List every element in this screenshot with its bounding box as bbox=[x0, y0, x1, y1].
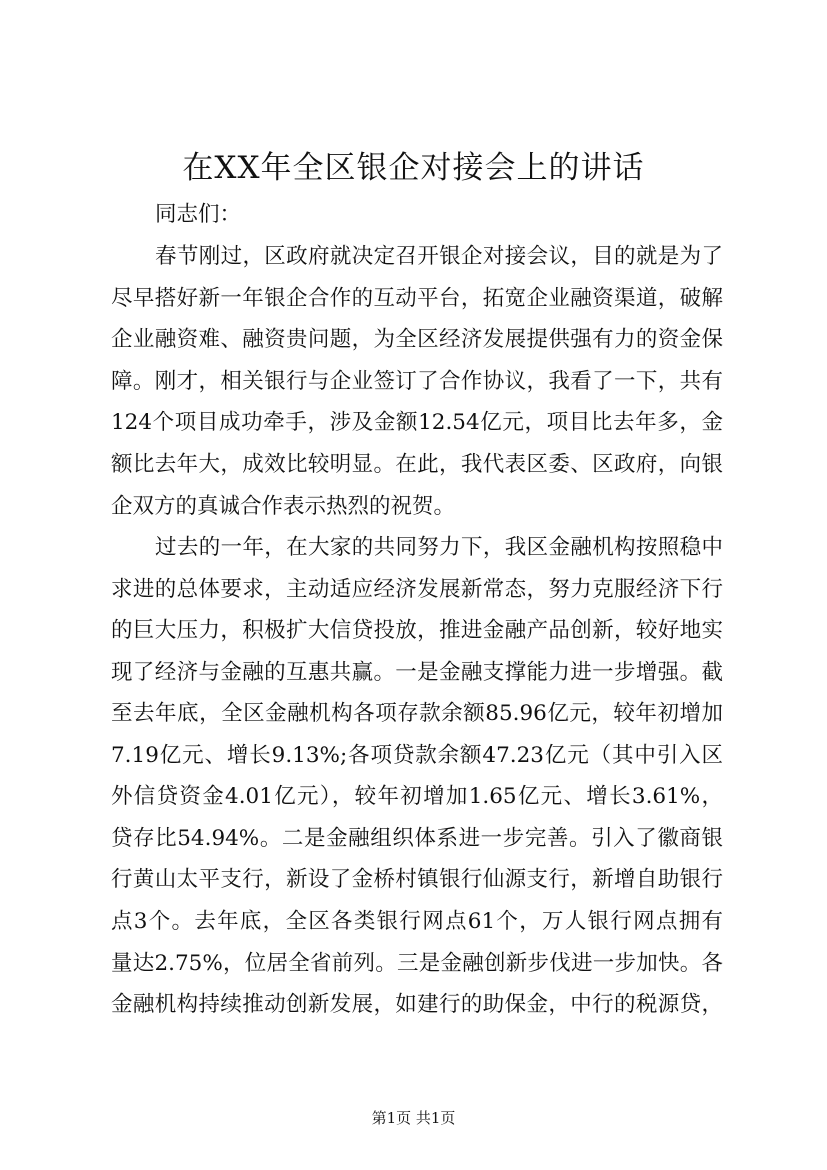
body-line: 障。刚才，相关银行与企业签订了合作协议，我看了一下，共有 bbox=[111, 369, 723, 394]
body-line: 点3个。去年底，全区各类银行网点61个，万人银行网点拥有 bbox=[111, 909, 723, 934]
body-line: 额比去年大，成效比较明显。在此，我代表区委、区政府，向银 bbox=[111, 452, 723, 477]
document-title: 在XX年全区银企对接会上的讲话 bbox=[182, 150, 645, 186]
page-footer: 第1页 共1页 bbox=[371, 1109, 456, 1127]
body-line: 企业融资难、融资贵问题，为全区经济发展提供强有力的资金保 bbox=[111, 327, 723, 352]
body-line: 金融机构持续推动创新发展，如建行的助保金，中行的税源贷， bbox=[111, 992, 723, 1017]
body-line: 贷存比54.94%。二是金融组织体系进一步完善。引入了徽商银 bbox=[111, 826, 723, 851]
body-line: 现了经济与金融的互惠共赢。一是金融支撑能力进一步增强。截 bbox=[111, 660, 723, 685]
body-line: 量达2.75%，位居全省前列。三是金融创新步伐进一步加快。各 bbox=[111, 951, 723, 976]
body-line: 124个项目成功牵手，涉及金额12.54亿元，项目比去年多，金 bbox=[111, 410, 723, 435]
body-line: 的巨大压力，积极扩大信贷投放，推进金融产品创新，较好地实 bbox=[111, 618, 723, 643]
body-line: 至去年底，全区金融机构各项存款余额85.96亿元，较年初增加 bbox=[111, 701, 723, 726]
body-line: 春节刚过，区政府就决定召开银企对接会议，目的就是为了 bbox=[155, 244, 723, 269]
salutation: 同志们： bbox=[155, 202, 242, 227]
body-line: 求进的总体要求，主动适应经济发展新常态，努力克服经济下行 bbox=[111, 577, 723, 602]
body-line: 尽早搭好新一年银企合作的互动平台，拓宽企业融资渠道，破解 bbox=[111, 286, 723, 311]
body-line: 外信贷资金4.01亿元），较年初增加1.65亿元、增长3.61%， bbox=[111, 784, 723, 809]
body-line: 企双方的真诚合作表示热烈的祝贺。 bbox=[111, 494, 456, 519]
body-line: 过去的一年，在大家的共同努力下，我区金融机构按照稳中 bbox=[155, 535, 723, 560]
body-line: 7.19亿元、增长9.13%;各项贷款余额47.23亿元（其中引入区 bbox=[111, 743, 723, 768]
body-line: 行黄山太平支行，新设了金桥村镇银行仙源支行，新增自助银行 bbox=[111, 867, 723, 892]
